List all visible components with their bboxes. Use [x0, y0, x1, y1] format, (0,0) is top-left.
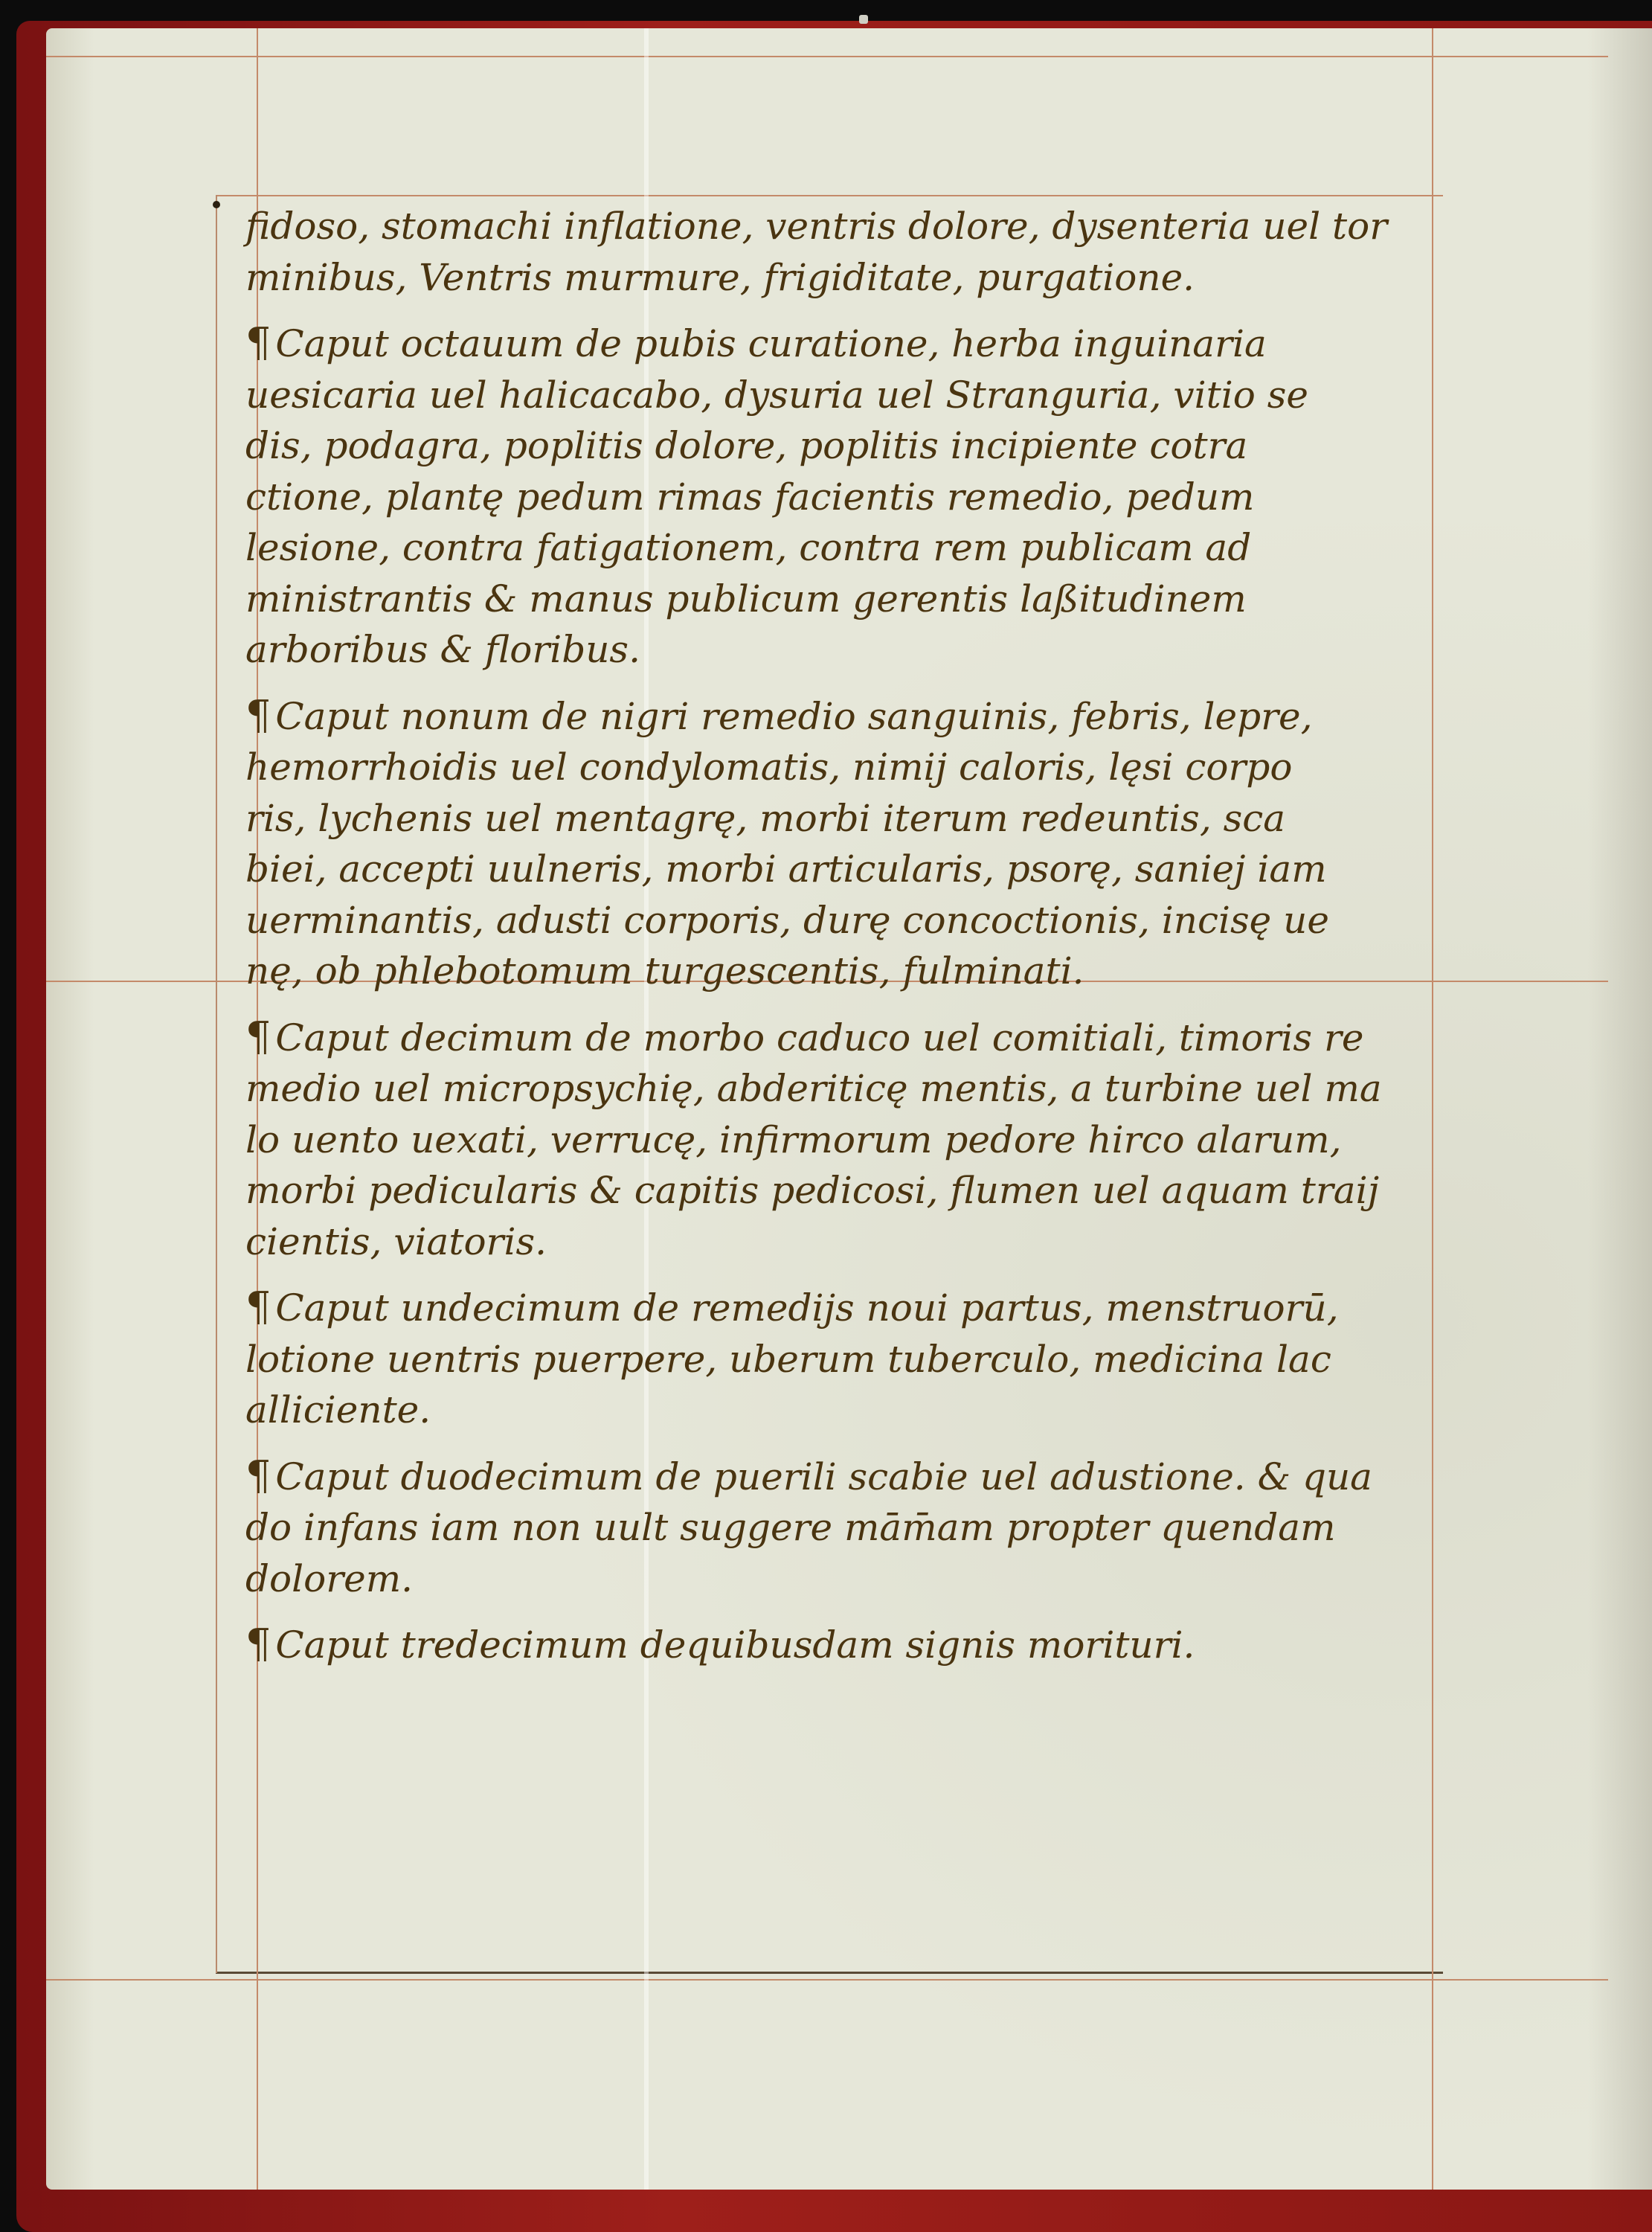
- paragraph-caput-decimum: [245, 1012, 1450, 1268]
- ruling-line-top: [46, 56, 1608, 57]
- margin-dot: [213, 201, 220, 208]
- text-line: minibus, Ventris murmure, frigiditate, purgatione.: [245, 255, 1195, 299]
- text-line: lo uento uexati, verrucę, infirmorum pedore hirco alarum,: [245, 1117, 1342, 1161]
- text-line-content: Caput undecimum de remedijs noui partus, menstruorū,: [275, 1286, 1339, 1330]
- pilcrow-mark: ¶: [245, 691, 271, 739]
- text-line: morbi pedicularis & capitis pedicosi, flumen uel aquam traij: [245, 1169, 1380, 1212]
- ruling-line-margin: [216, 195, 217, 1973]
- paragraph-caput-duodecimum: [245, 1451, 1450, 1605]
- ruling-line-text-top: [216, 195, 1443, 196]
- paragraph-caput-nonum: [245, 690, 1450, 997]
- paragraph-continuation: [245, 201, 1450, 303]
- pilcrow-mark: ¶: [245, 1013, 271, 1060]
- text-line: [245, 1619, 1450, 1671]
- text-line: lesione, contra fatigationem, contra rem publicam ad: [245, 526, 1252, 569]
- text-line: [245, 1451, 1450, 1503]
- text-line: [245, 318, 1450, 370]
- text-line: arboribus & floribus.: [245, 628, 640, 671]
- text-line: cientis, viatoris.: [245, 1219, 547, 1263]
- text-line: dolorem.: [245, 1556, 413, 1600]
- text-line: [245, 690, 1450, 743]
- pilcrow-mark: ¶: [245, 1283, 271, 1330]
- text-line: ris, lychenis uel mentagrę, morbi iterum redeuntis, sca: [245, 796, 1286, 840]
- text-line: [245, 1282, 1450, 1334]
- text-line: uesicaria uel halicacabo, dysuria uel Stranguria, vitio se: [245, 373, 1308, 417]
- text-line: lotione uentris puerpere, uberum tuberculo, medicina lac: [245, 1337, 1331, 1381]
- text-line: nę, ob phlebotomum turgescentis, fulminati.: [245, 949, 1084, 992]
- text-line: do infans iam non uult suggere mām̄am propter quendam: [245, 1506, 1336, 1549]
- text-line-content: Caput octauum de pubis curatione, herba inguinaria: [275, 322, 1267, 365]
- ruling-line-bottom: [46, 1979, 1608, 1981]
- text-line: alliciente.: [245, 1388, 431, 1431]
- ruling-line-text-bottom: [216, 1972, 1443, 1974]
- pilcrow-mark: ¶: [245, 1620, 271, 1667]
- text-line: [245, 1012, 1450, 1064]
- text-line-content: Caput tredecimum dequibusdam signis morituri.: [275, 1623, 1195, 1667]
- pilcrow-mark: ¶: [245, 319, 271, 366]
- paragraph-caput-undecimum: [245, 1282, 1450, 1436]
- text-line: ctione, plantę pedum rimas facientis remedio, pedum: [245, 475, 1255, 519]
- page-corner-mark: [859, 15, 868, 24]
- text-line: ministrantis & manus publicum gerentis laßitudinem: [245, 577, 1247, 620]
- text-line-content: Caput nonum de nigri remedio sanguinis, febris, lepre,: [275, 694, 1313, 738]
- text-line: hemorrhoidis uel condylomatis, nimij caloris, lęsi corpo: [245, 745, 1293, 789]
- text-line: dis, podagra, poplitis dolore, poplitis incipiente cotra: [245, 424, 1248, 467]
- text-line: medio uel micropsychię, abderiticę mentis, a turbine uel ma: [245, 1067, 1382, 1110]
- text-line-content: Caput decimum de morbo caduco uel comitiali, timoris re: [275, 1016, 1364, 1059]
- manuscript-text: [245, 201, 1450, 1686]
- paragraph-caput-tredecimum: [245, 1619, 1450, 1671]
- pilcrow-mark: ¶: [245, 1452, 271, 1499]
- text-line: uerminantis, adusti corporis, durę concoctionis, incisę ue: [245, 898, 1329, 942]
- text-line: biei, accepti uulneris, morbi articularis, psorę, saniej iam: [245, 847, 1327, 891]
- text-line-content: Caput duodecimum de puerili scabie uel adustione. & qua: [275, 1455, 1372, 1498]
- paragraph-caput-octauum: [245, 318, 1450, 676]
- text-line: fidoso, stomachi inflatione, ventris dolore, dysenteria uel tor: [245, 205, 1388, 248]
